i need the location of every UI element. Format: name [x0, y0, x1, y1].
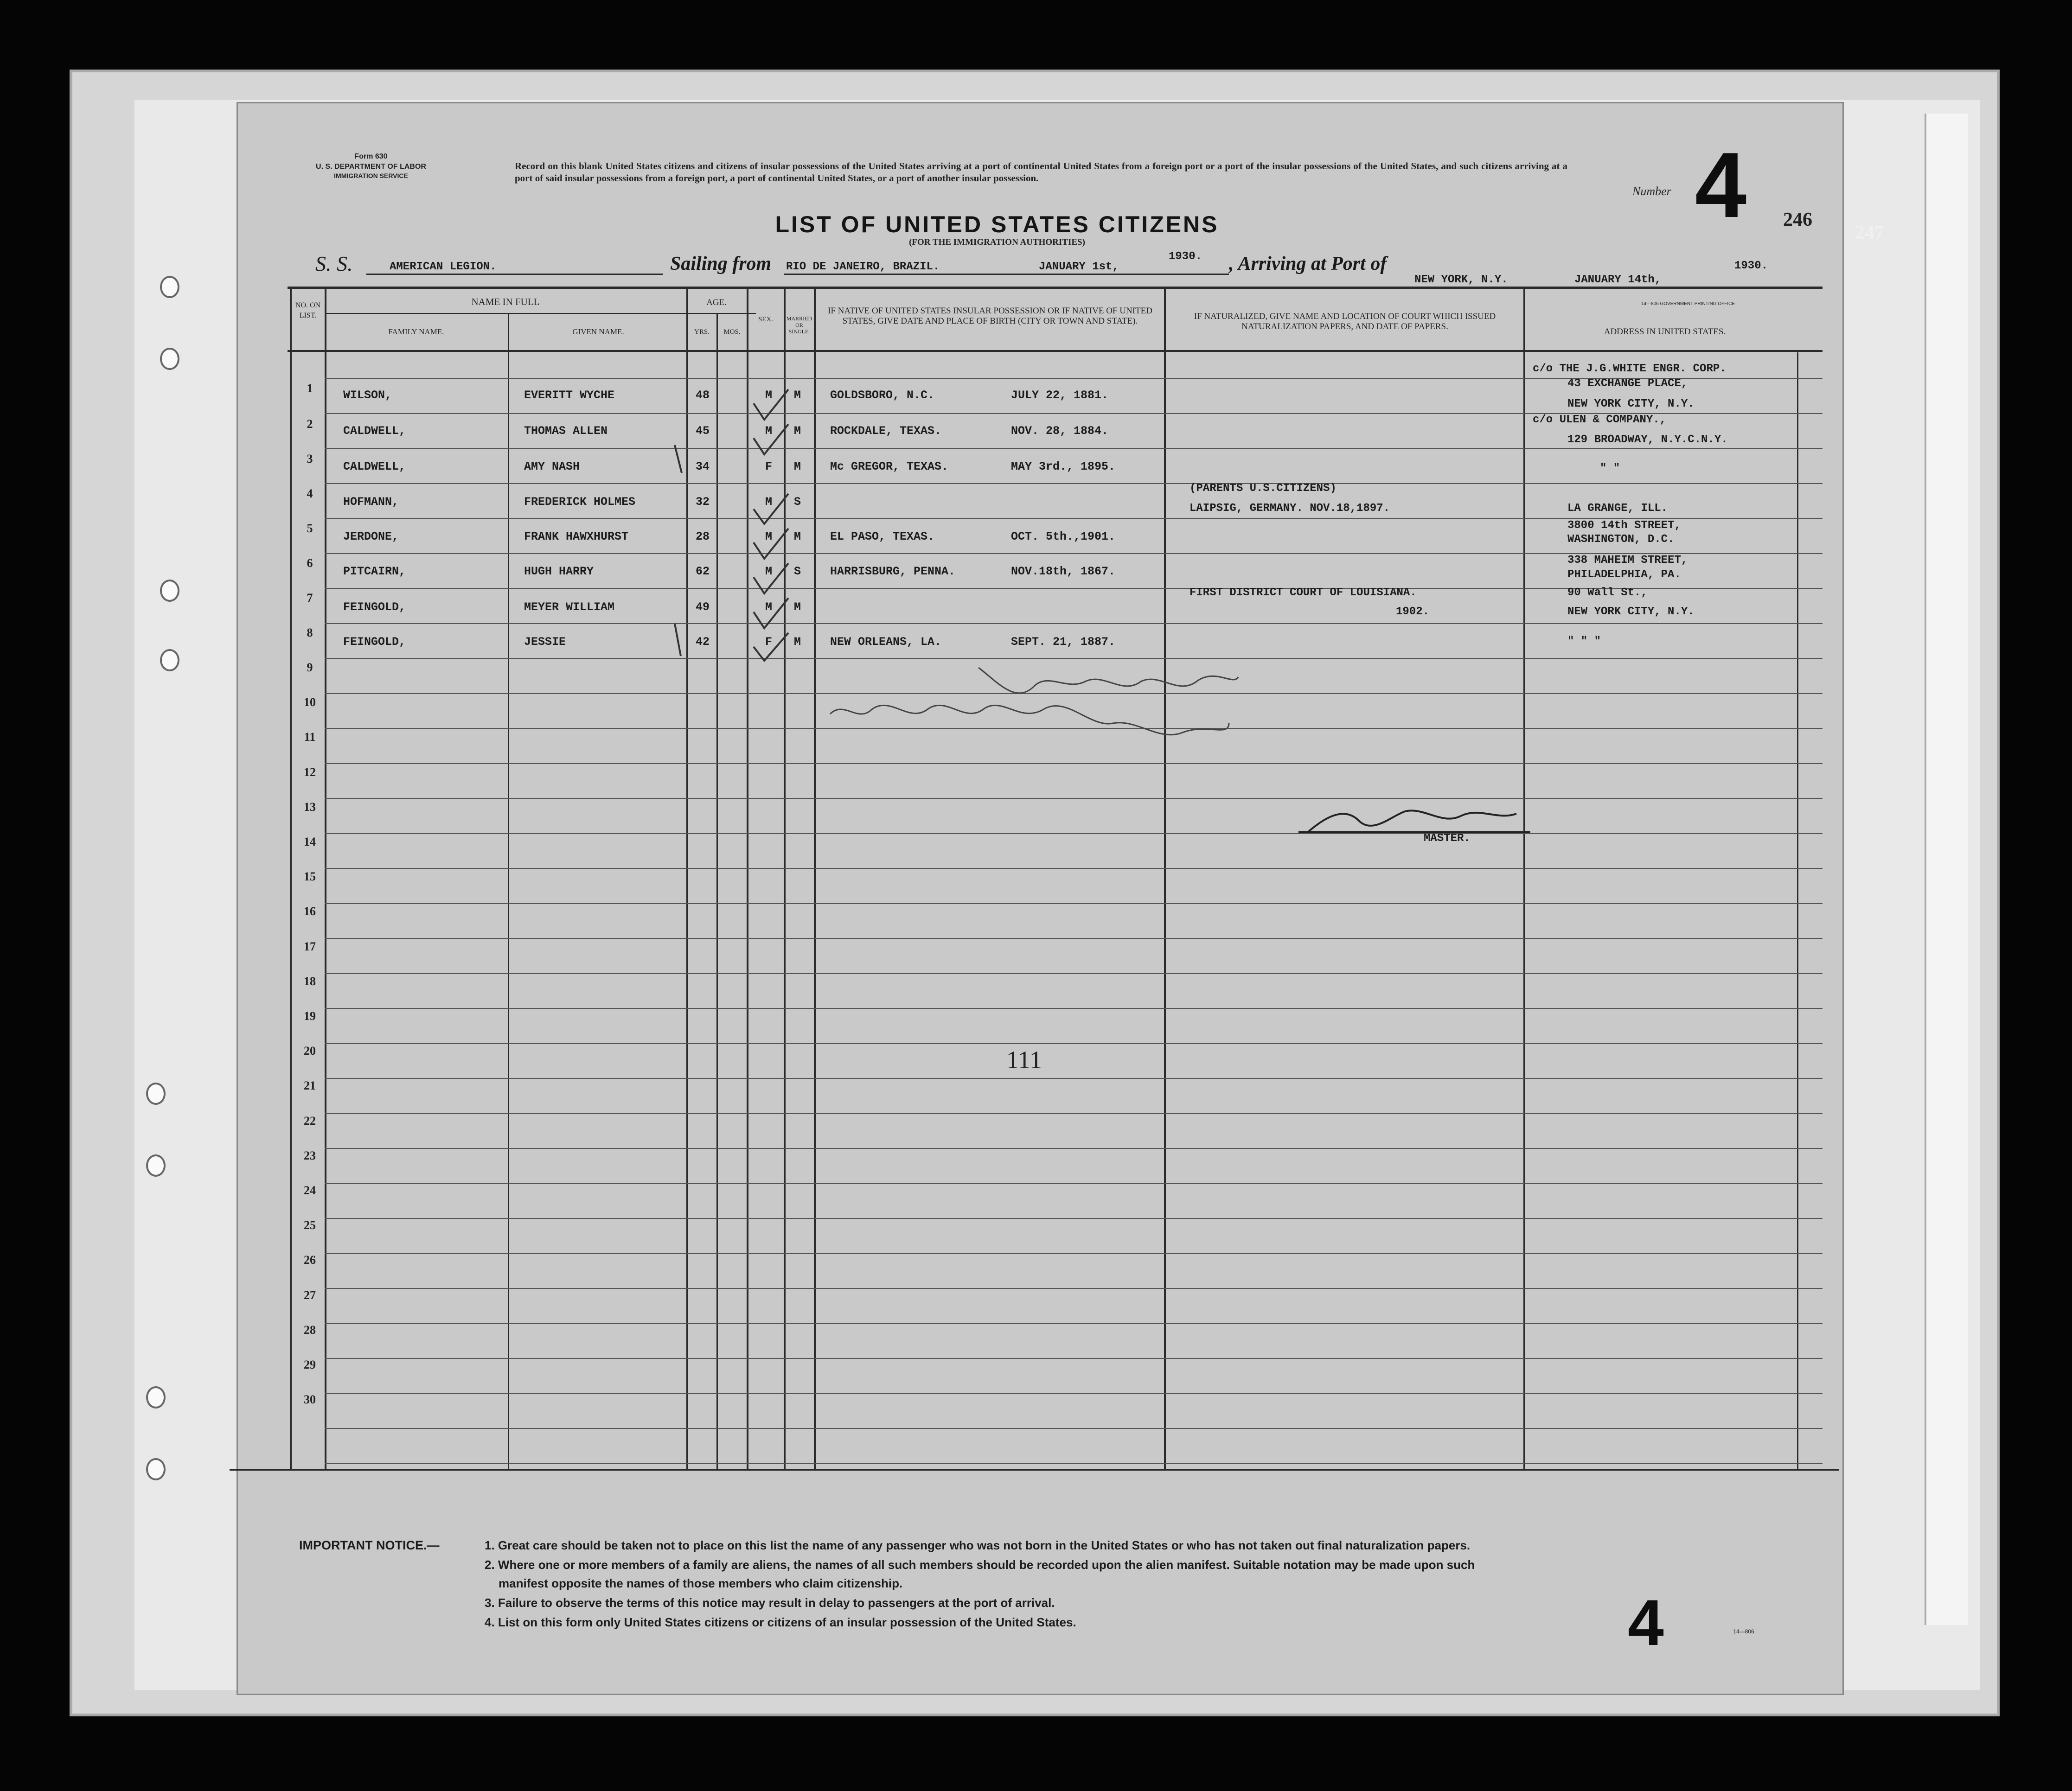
col-line: [747, 287, 748, 1470]
given-name: MEYER WILLIAM: [524, 600, 615, 614]
side-page-edge: [1925, 114, 1968, 1625]
notice-item-4: 4. List on this form only United States citizens or citizens of an insular possession of the United States.: [485, 1615, 1076, 1629]
page-number-246: 246: [1783, 209, 1812, 230]
row-line: [325, 728, 1823, 729]
department-name: U. S. DEPARTMENT OF LABOR: [316, 163, 426, 171]
col-header-married-single: MARRIED OR SINGLE.: [786, 315, 812, 335]
bottom-code: 14—806: [1733, 1628, 1754, 1635]
arriving-port: NEW YORK, N.Y.: [1414, 274, 1508, 286]
address-line-1: LA GRANGE, ILL.: [1567, 502, 1668, 515]
row-number: 17: [304, 939, 316, 953]
col-header-family-name: FAMILY NAME.: [388, 327, 444, 336]
family-name: WILSON,: [343, 389, 392, 402]
row-line: [325, 483, 1823, 484]
col-header-sex: SEX.: [758, 316, 774, 323]
row-number: 13: [304, 800, 316, 814]
family-name: FEINGOLD,: [343, 635, 406, 649]
sex: M: [765, 495, 773, 509]
row-line: [325, 1183, 1823, 1184]
address-line-2: WASHINGTON, D.C.: [1567, 533, 1675, 546]
row-line: [325, 623, 1823, 624]
birth-place: EL PASO, TEXAS.: [830, 530, 935, 543]
marital-status: M: [794, 530, 801, 543]
row-number: 30: [304, 1393, 316, 1407]
sex: M: [765, 565, 773, 578]
age-years: 48: [696, 389, 710, 402]
age-years: 32: [696, 495, 710, 509]
col-line: [1523, 287, 1525, 1470]
notice-heading: IMPORTANT NOTICE.—: [299, 1538, 440, 1552]
arriving-date: JANUARY 14th,: [1574, 274, 1662, 286]
given-name: AMY NASH: [524, 460, 580, 473]
row-number: 26: [304, 1253, 316, 1267]
sex: M: [765, 389, 773, 402]
address-line-2: PHILADELPHIA, PA.: [1567, 568, 1681, 581]
birth-place: NEW ORLEANS, LA.: [830, 635, 942, 649]
marital-status: S: [794, 495, 801, 509]
age-years: 62: [696, 565, 710, 578]
row-line: [325, 1393, 1823, 1394]
notice-item-3: 3. Failure to observe the terms of this notice may result in delay to passengers at the port of arrival.: [485, 1596, 1055, 1610]
row-line: [325, 1463, 1823, 1464]
punch-hole-icon: [160, 276, 179, 298]
age-divider: [686, 313, 756, 314]
address-line-1: c/o THE J.G.WHITE ENGR. CORP.: [1533, 363, 1727, 375]
name-in-full-divider: [325, 313, 696, 314]
birth-place: HARRISBURG, PENNA.: [830, 565, 956, 578]
sex: M: [765, 424, 773, 438]
ship-name: AMERICAN LEGION.: [390, 261, 497, 273]
given-name: FREDERICK HOLMES: [524, 495, 636, 509]
marital-status: M: [794, 460, 801, 473]
sex: F: [765, 635, 773, 649]
row-number: 16: [304, 905, 316, 918]
row-number: 7: [307, 591, 313, 605]
address-line-1: " " ": [1567, 635, 1601, 648]
form-instruction: Record on this blank United States citizens and citizens of insular possessions of the United States arriving at a port of continental United States from a foreign port or a port of the insular possessions of the United States, and such citizens arriving at a port of said insular possessions from a foreign port, a port of continental United States, or a port of another insular possession.: [515, 160, 1567, 184]
row-line: [325, 1323, 1823, 1324]
arriving-label: , Arriving at Port of: [1229, 253, 1387, 274]
row-number: 10: [304, 695, 316, 709]
sailing-year: 1930.: [1169, 250, 1202, 263]
row-number: 27: [304, 1288, 316, 1302]
age-years: 34: [696, 460, 710, 473]
col-header-mos: MOS.: [723, 328, 741, 336]
family-name: CALDWELL,: [343, 424, 406, 438]
punch-hole-icon: [160, 649, 179, 671]
marital-status: M: [794, 635, 801, 649]
given-name: HUGH HARRY: [524, 565, 594, 578]
service-name: IMMIGRATION SERVICE: [334, 172, 408, 179]
birth-date: JULY 22, 1881.: [1011, 389, 1109, 402]
col-header-age: AGE.: [706, 298, 727, 307]
row-number: 1: [307, 382, 313, 395]
family-name: PITCAIRN,: [343, 565, 406, 578]
ship-underline: [366, 274, 663, 275]
row-line: [325, 1043, 1823, 1044]
row-line: [325, 1428, 1823, 1429]
family-name: JERDONE,: [343, 530, 399, 543]
row-line: [325, 448, 1823, 449]
notice-item-2-cont: manifest opposite the names of those members who claim citizenship.: [499, 1576, 903, 1590]
printing-office-note: 14—806 GOVERNMENT PRINTING OFFICE: [1641, 301, 1735, 306]
address-line-1: NEW YORK CITY, N.Y.: [1567, 398, 1695, 410]
age-years: 45: [696, 424, 710, 438]
row-line: [325, 763, 1823, 764]
birth-date: SEPT. 21, 1887.: [1011, 635, 1116, 649]
row-number: 21: [304, 1079, 316, 1093]
age-years: 49: [696, 600, 710, 614]
birth-date: MAY 3rd., 1895.: [1011, 460, 1116, 473]
col-header-naturalized: IF NATURALIZED, GIVE NAME AND LOCATION OF COURT WHICH ISSUED NATURALIZATION PAPERS, AND DATE OF PAPERS.: [1194, 312, 1496, 331]
address-line-2: NEW YORK CITY, N.Y.: [1567, 605, 1695, 618]
punch-hole-icon: [160, 348, 179, 370]
naturalization-line-2: LAIPSIG, GERMANY. NOV.18,1897.: [1189, 502, 1390, 515]
col-line: [1797, 352, 1798, 1470]
punch-hole-icon: [146, 1154, 166, 1177]
sex: M: [765, 600, 773, 614]
given-name: EVERITT WYCHE: [524, 389, 615, 402]
row-number: 24: [304, 1184, 316, 1197]
row-number: 28: [304, 1323, 316, 1337]
row-line: [325, 973, 1823, 974]
age-years: 42: [696, 635, 710, 649]
punch-hole-icon: [146, 1386, 166, 1409]
table-bottom-border: [230, 1469, 1839, 1471]
row-number: 9: [307, 661, 313, 674]
row-number: 4: [307, 487, 313, 500]
col-line: [325, 287, 326, 1470]
row-line: [325, 1148, 1823, 1149]
birth-place: Mc GREGOR, TEXAS.: [830, 460, 949, 473]
col-line: [1164, 287, 1166, 1470]
col-header-birth: IF NATIVE OF UNITED STATES INSULAR POSSESSION OR IF NATIVE OF UNITED STATES, GIVE DATE AND PLACE OF BIRTH (CITY OR TOWN AND STATE).: [828, 306, 1152, 326]
manifest-sheet: [237, 102, 1844, 1695]
birth-date: OCT. 5th.,1901.: [1011, 530, 1116, 543]
given-name: FRANK HAWXHURST: [524, 530, 629, 543]
row-line: [325, 1358, 1823, 1359]
row-number: 20: [304, 1044, 316, 1058]
naturalization-line-1: FIRST DISTRICT COURT OF LOUISIANA.: [1189, 586, 1417, 599]
row-line: [325, 1008, 1823, 1009]
row-number: 25: [304, 1218, 316, 1232]
row-number: 3: [307, 452, 313, 465]
family-name: FEINGOLD,: [343, 600, 406, 614]
family-name: CALDWELL,: [343, 460, 406, 473]
row-line: [325, 903, 1823, 904]
family-name: HOFMANN,: [343, 495, 399, 509]
sailing-label: Sailing from: [670, 253, 772, 274]
row-line: [325, 693, 1823, 694]
master-label: MASTER.: [1424, 832, 1471, 845]
row-number: 14: [304, 835, 316, 848]
col-header-yrs: YRS.: [694, 328, 710, 336]
address-line-2: " ": [1600, 462, 1620, 475]
row-line: [325, 518, 1823, 519]
row-number: 11: [304, 730, 316, 744]
table-header-bottom: [288, 350, 1823, 352]
row-number: 8: [307, 626, 313, 639]
sailing-date: JANUARY 1st,: [1039, 261, 1119, 273]
marital-status: M: [794, 424, 801, 438]
form-number: Form 630: [354, 153, 388, 160]
address-line-1: 129 BROADWAY, N.Y.C.N.Y.: [1567, 433, 1728, 446]
marital-status: M: [794, 600, 801, 614]
sex: M: [765, 530, 773, 543]
row-line: [325, 1253, 1823, 1254]
row-number: 29: [304, 1358, 316, 1371]
marital-status: M: [794, 389, 801, 402]
col-header-address: ADDRESS IN UNITED STATES.: [1604, 327, 1726, 337]
birth-date: NOV. 28, 1884.: [1011, 424, 1109, 438]
address-line-2: 43 EXCHANGE PLACE,: [1567, 377, 1688, 390]
row-line: [325, 938, 1823, 939]
row-line: [325, 1218, 1823, 1219]
row-number: 6: [307, 556, 313, 570]
col-line: [508, 313, 509, 1470]
page-number-247: 247: [1855, 222, 1884, 243]
row-line: [325, 868, 1823, 869]
naturalization-line-1: (PARENTS U.S.CITIZENS): [1189, 482, 1337, 495]
notice-item-1: 1. Great care should be taken not to place on this list the name of any passenger who was not born in the United States or who has not taken out final naturalization papers.: [485, 1538, 1471, 1552]
col-line: [686, 287, 688, 1470]
row-line: [325, 1113, 1823, 1114]
table-top-border: [288, 287, 1823, 289]
list-number-label: Number: [1632, 185, 1671, 198]
col-header-given-name: GIVEN NAME.: [572, 327, 624, 336]
sailing-underline: [784, 274, 1229, 275]
row-number: 12: [304, 765, 316, 779]
list-number: 4: [1695, 134, 1747, 237]
row-number: 18: [304, 974, 316, 988]
arriving-year: 1930.: [1734, 260, 1768, 272]
row-number: 23: [304, 1148, 316, 1162]
birth-place: GOLDSBORO, N.C.: [830, 389, 935, 402]
stamp-number: 111: [1006, 1046, 1042, 1074]
row-number: 19: [304, 1009, 316, 1023]
col-line: [716, 313, 718, 1470]
row-line: [325, 833, 1823, 834]
punch-hole-icon: [160, 580, 179, 602]
row-number: 2: [307, 417, 313, 431]
col-header-no: NO. ON LIST.: [295, 301, 321, 319]
given-name: THOMAS ALLEN: [524, 424, 608, 438]
address-line-1: 338 MAHEIM STREET,: [1567, 554, 1688, 567]
row-number: 15: [304, 870, 316, 884]
row-line: [325, 1288, 1823, 1289]
col-header-name-in-full: NAME IN FULL: [471, 296, 540, 307]
row-line: [325, 798, 1823, 799]
address-line-1: 90 Wall St.,: [1567, 586, 1648, 599]
row-number: 5: [307, 522, 313, 535]
notice-item-2: 2. Where one or more members of a family are aliens, the names of all such members should be recorded upon the alien manifest. Suitable notation may be made upon such: [485, 1558, 1475, 1572]
sailing-from: RIO DE JANEIRO, BRAZIL.: [786, 261, 940, 273]
sex: F: [765, 460, 773, 473]
col-line: [784, 287, 786, 1470]
bottom-number: 4: [1628, 1586, 1664, 1659]
row-line: [325, 658, 1823, 659]
row-line: [325, 1078, 1823, 1079]
naturalization-line-2: 1902.: [1396, 605, 1430, 618]
row-number: 22: [304, 1114, 316, 1128]
punch-hole-icon: [146, 1458, 166, 1480]
birth-place: ROCKDALE, TEXAS.: [830, 424, 942, 438]
col-line: [814, 287, 816, 1470]
ship-prefix: S. S.: [315, 252, 353, 275]
marital-status: S: [794, 565, 801, 578]
col-line: [290, 287, 292, 1470]
birth-date: NOV.18th, 1867.: [1011, 565, 1116, 578]
document-title: LIST OF UNITED STATES CITIZENS: [775, 211, 1219, 237]
age-years: 28: [696, 530, 710, 543]
document-subtitle: (FOR THE IMMIGRATION AUTHORITIES): [909, 237, 1085, 247]
given-name: JESSIE: [524, 635, 566, 649]
address-line-1: 3800 14th STREET,: [1567, 519, 1681, 532]
punch-hole-icon: [146, 1083, 166, 1105]
address-line-2: c/o ULEN & COMPANY.,: [1533, 414, 1667, 426]
